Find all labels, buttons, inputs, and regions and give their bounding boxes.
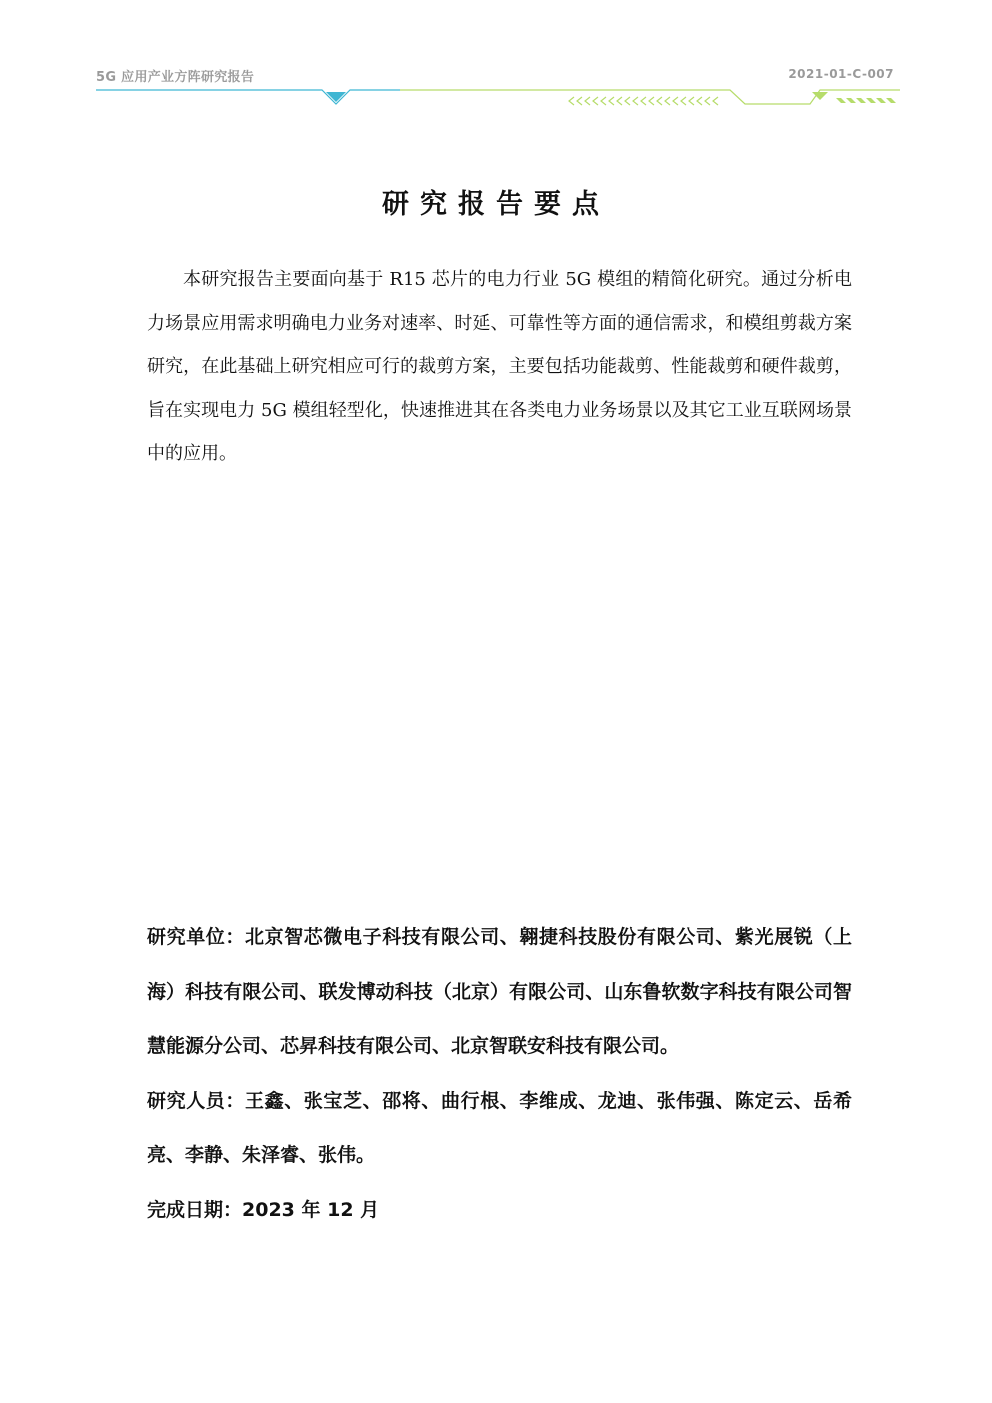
- research-units: 研究单位：北京智芯微电子科技有限公司、翱捷科技股份有限公司、紫光展锐（上海）科技有限公司、联发博动科技（北京）有限公司、山东鲁软数字科技有限公司智慧能源分公司、芯昇科技有限公司、北京智联安科技有限公司。: [147, 926, 852, 1057]
- page-header: [0, 0, 992, 110]
- header-decoration: [0, 80, 992, 110]
- completion-date: 完成日期：2023 年 12 月: [147, 1198, 380, 1221]
- header-teal-line: [96, 90, 400, 104]
- header-chevrons-right: [836, 98, 896, 103]
- header-report-series-title: 5G 应用产业方阵研究报告: [96, 70, 255, 85]
- report-credits: [147, 910, 852, 1237]
- header-document-code: 2021-01-C-007: [788, 67, 894, 81]
- summary-paragraph: 本研究报告主要面向基于 R15 芯片的电力行业 5G 模组的精简化研究。通过分析电力场景应用需求明确电力业务对速率、时延、可靠性等方面的通信需求，和模组剪裁方案研究，在此基础上研究相应可行的裁剪方案，主要包括功能裁剪、性能裁剪和硬件裁剪，旨在实现电力 5G 模组轻型化，快速推进其在各类电力业务场景以及其它工业互联网场景中的应用。: [147, 269, 852, 464]
- header-chevrons-left: [569, 97, 718, 105]
- researchers: 研究人员：王鑫、张宝芝、邵将、曲行根、李维成、龙迪、张伟强、陈定云、岳希亮、李静、朱泽睿、张伟。: [147, 1089, 852, 1166]
- page-title: 研究报告要点: [382, 189, 610, 220]
